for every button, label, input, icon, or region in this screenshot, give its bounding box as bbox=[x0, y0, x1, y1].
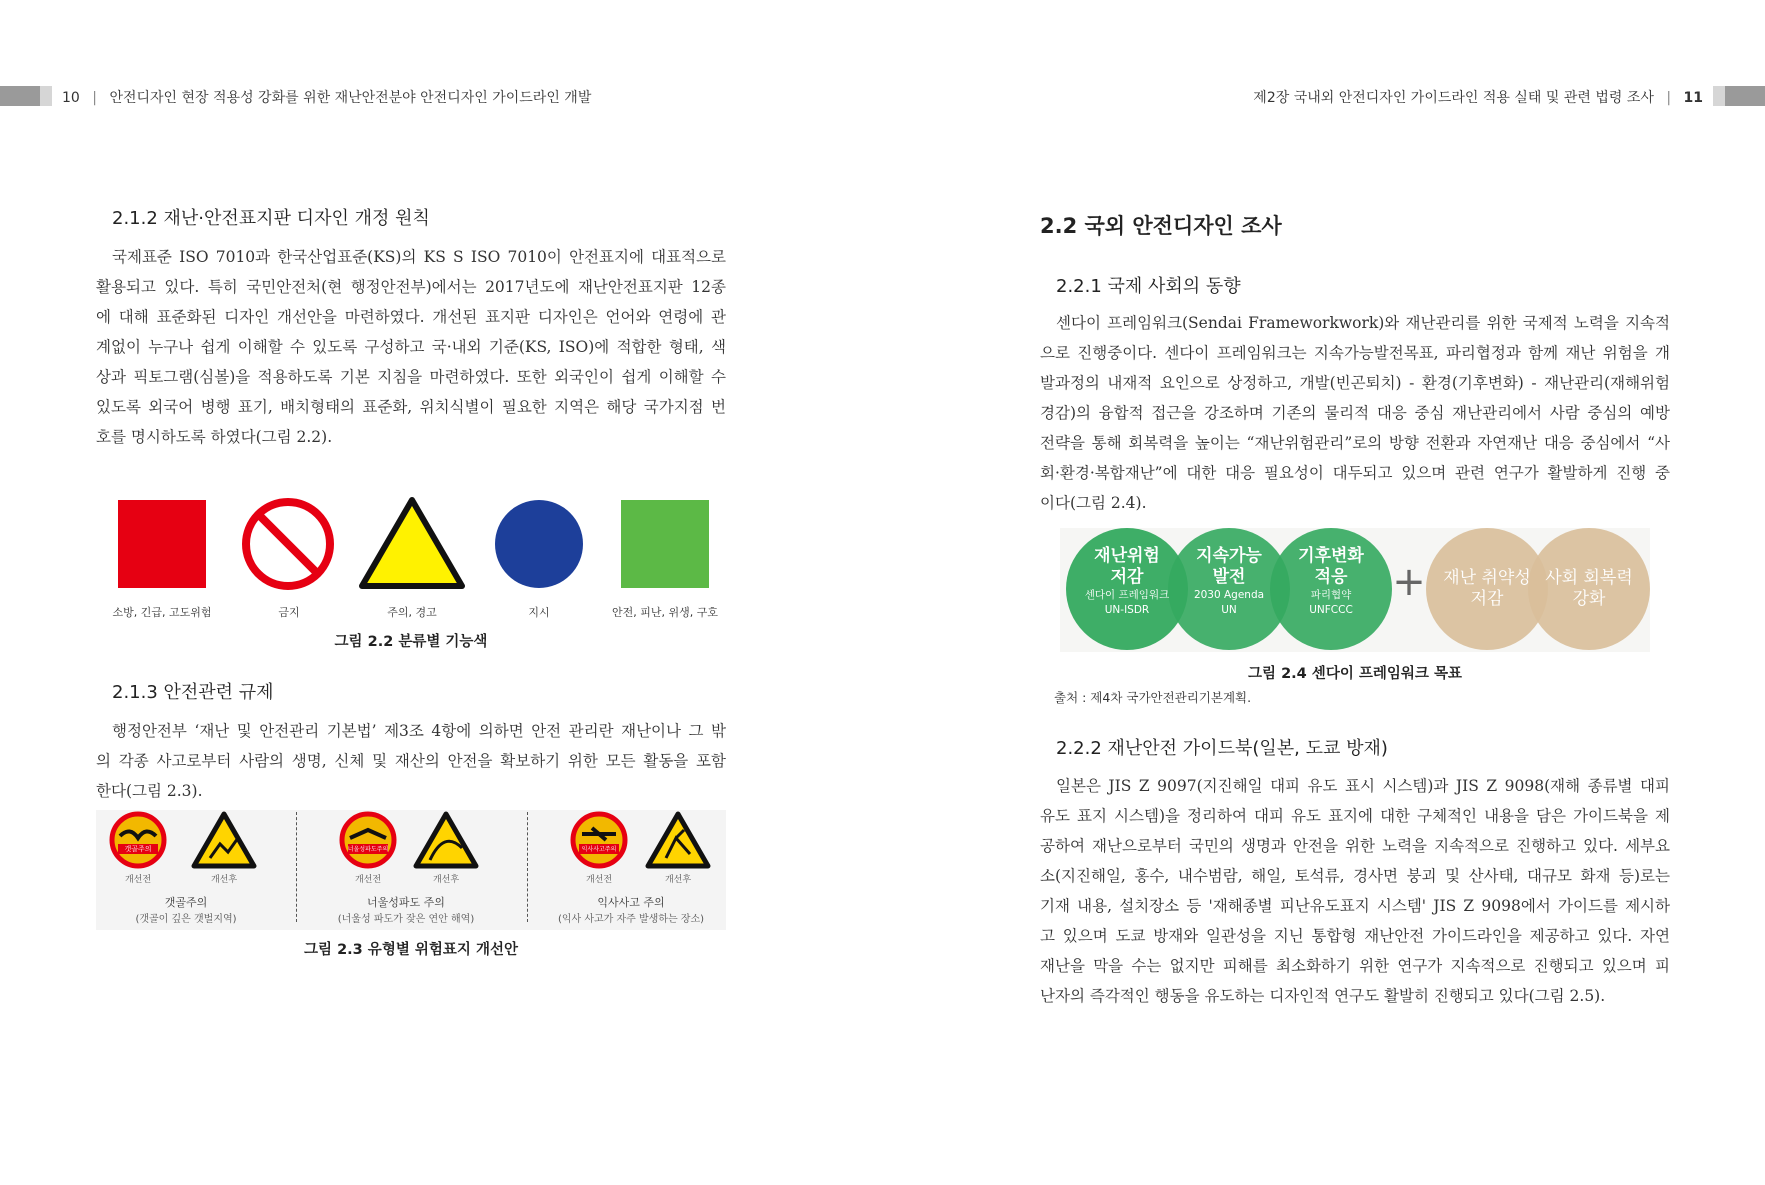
paragraph-line: 계없이 누구나 쉽게 이해할 수 있도록 구성하고 국·내외 기준(KS, ISO)에 적합한 형태, 색 bbox=[96, 338, 726, 356]
figure-2-3 bbox=[96, 808, 726, 958]
goal-title: 저감 bbox=[1470, 589, 1504, 609]
plus-icon: + bbox=[1392, 559, 1426, 605]
figure-2-4 bbox=[1060, 524, 1660, 704]
goal-title: 저감 bbox=[1110, 567, 1144, 587]
group-subtitle-1: (갯골이 깊은 갯벌지역) bbox=[135, 914, 237, 925]
badge-text-3: 익사사고주의 bbox=[581, 846, 617, 853]
green-circle-2-text bbox=[1178, 546, 1280, 618]
label-caution-warning: 주의, 경고 bbox=[387, 606, 437, 619]
header-right-title: 제2장 국내외 안전디자인 가이드라인 적용 실태 및 관련 법령 조사 bbox=[1253, 90, 1654, 106]
paragraph-line: 행정안전부 ‘재난 및 안전관리 기본법’ 제3조 4항에 의하면 안전 관리란 재난이나 그 밖 bbox=[112, 722, 726, 740]
figure-2-2-caption: 그림 2.2 분류별 기능색 bbox=[334, 634, 488, 650]
badge-before-1 bbox=[112, 814, 164, 866]
green-circle-3-text bbox=[1280, 546, 1382, 618]
paragraph-line: 고 있으며 도쿄 방재와 일관성을 지닌 통합형 재난안전 가이드라인을 제공하고 있다. 자연 bbox=[1040, 927, 1670, 945]
section-heading-2-2-2: 2.2.2 재난안전 가이드북(일본, 도쿄 방재) bbox=[1056, 738, 1388, 759]
header-right bbox=[1253, 87, 1703, 107]
red-square-symbol bbox=[118, 500, 206, 588]
green-circle-1-text bbox=[1076, 546, 1178, 618]
paragraph-line: 유도 표지 시스템)을 정리하여 대피 유도 표지에 대한 구체적인 내용을 담은 가이드북을 제 bbox=[1040, 807, 1670, 825]
paragraph-international-trends bbox=[1040, 308, 1670, 518]
goal-org: UNFCCC bbox=[1309, 604, 1353, 616]
badge-before-2 bbox=[342, 814, 394, 866]
group-title-3: 익사사고 주의 bbox=[597, 896, 665, 909]
warning-sign-after-3 bbox=[648, 814, 708, 866]
label-prohibition: 금지 bbox=[278, 606, 300, 619]
figure-2-3-caption: 그림 2.3 유형별 위험표지 개선안 bbox=[304, 942, 518, 958]
header-separator: | bbox=[1666, 90, 1672, 106]
after-label-1: 개선후 bbox=[210, 875, 238, 885]
beige-circle-2-text bbox=[1538, 568, 1640, 610]
paragraph-line: 활용되고 있다. 특히 국민안전처(현 행정안전부)에서는 2017년도에 재난안전표지판 12종 bbox=[96, 278, 726, 296]
goal-source: 파리협약 bbox=[1310, 589, 1352, 601]
divider-dashed-2 bbox=[527, 812, 528, 922]
before-label-1: 개선전 bbox=[124, 875, 152, 885]
paragraph-line: 회·환경·복합재난”에 대한 대응 필요성이 대두되고 있으며 관련 연구가 활발하게 진행 중 bbox=[1040, 464, 1670, 482]
beige-circle-1-text bbox=[1436, 568, 1538, 610]
paragraph-sign-design-principles bbox=[96, 242, 726, 452]
paragraph-line: 있도록 외국어 병행 표기, 배치형태의 표준화, 위치식별이 필요한 지역은 해당 국가지점 번 bbox=[96, 398, 726, 416]
hazard-signs bbox=[96, 808, 726, 888]
group-subtitle-3: (익사 사고가 자주 발생하는 장소) bbox=[557, 914, 705, 925]
goal-org: UN bbox=[1221, 604, 1237, 616]
paragraph-line: 재난을 막을 수는 없지만 피해를 최소화하기 위한 연구가 지속적으로 진행되고 있으며 피 bbox=[1040, 957, 1670, 975]
paragraph-line: 발과정의 내재적 요인으로 상정하고, 개발(빈곤퇴치) - 환경(기후변화) - 재난관리(재해위험 bbox=[1040, 374, 1670, 392]
section-heading-2-2: 2.2 국외 안전디자인 조사 bbox=[1040, 214, 1282, 238]
paragraph-line: 한다(그림 2.3). bbox=[96, 782, 203, 800]
header-bar-right-light bbox=[1713, 86, 1725, 106]
warning-sign-after-2 bbox=[416, 814, 476, 866]
paragraph-line: 의 각종 사고로부터 사람의 생명, 신체 및 재산의 안전을 확보하기 위한 모든 활동을 포함 bbox=[96, 752, 726, 770]
header-bar-right bbox=[1725, 86, 1765, 106]
after-label-3: 개선후 bbox=[664, 875, 692, 885]
section-heading-2-1-2: 2.1.2 재난·안전표지판 디자인 개정 원칙 bbox=[112, 208, 430, 229]
paragraph-line: 공하여 재난으로부터 국민의 생명과 안전을 위한 노력을 지속적으로 진행하고 있다. 세부요 bbox=[1040, 837, 1670, 855]
header-separator: | bbox=[92, 90, 97, 106]
paragraph-line: 기재 내용, 설치장소 등 '재해종별 피난유도표지 시스템' JIS Z 9098에서 가이드를 제시하 bbox=[1040, 897, 1670, 915]
paragraph-line: 전략을 통해 회복력을 높이는 “재난위험관리”로의 방향 전환과 자연재난 대응 중심에서 “사 bbox=[1040, 434, 1670, 452]
goal-title: 강화 bbox=[1572, 589, 1606, 609]
figure-2-4-caption: 그림 2.4 센다이 프레임워크 목표 bbox=[1248, 666, 1462, 682]
warning-sign-after-1 bbox=[194, 814, 254, 866]
paragraph-line: 상과 픽토그램(심볼)을 적용하도록 기본 지침을 마련하였다. 또한 외국인이 쉽게 이해할 수 bbox=[96, 368, 726, 386]
paragraph-line: 센다이 프레임워크(Sendai Frameworkwork)와 재난관리를 위한 국제적 노력을 지속적 bbox=[1056, 314, 1670, 332]
group-title-1: 갯골주의 bbox=[164, 896, 208, 909]
group-subtitle-2: (너울성 파도가 잦은 연안 해역) bbox=[337, 914, 475, 925]
goal-title: 지속가능 bbox=[1196, 546, 1262, 566]
green-square-symbol bbox=[621, 500, 709, 588]
paragraph-line: 이다(그림 2.4). bbox=[1040, 494, 1147, 512]
paragraph-japan-guidebook bbox=[1040, 771, 1670, 1011]
figure-2-2 bbox=[96, 490, 726, 650]
header-bar-left bbox=[0, 86, 40, 106]
before-label-2: 개선전 bbox=[354, 875, 382, 885]
label-fire-emergency: 소방, 긴급, 고도위험 bbox=[112, 606, 212, 619]
paragraph-line: 난자의 즉각적인 행동을 유도하는 디자인적 연구도 활발히 진행되고 있다(그림 2.5). bbox=[1040, 987, 1606, 1005]
color-symbols bbox=[96, 490, 726, 600]
paragraph-line: 국제표준 ISO 7010과 한국산업표준(KS)의 KS S ISO 7010이 안전표지에 대표적으로 bbox=[112, 248, 726, 266]
badge-text-1: 갯골주의 bbox=[124, 845, 152, 853]
header-left-title: 안전디자인 현장 적용성 강화를 위한 재난안전분야 안전디자인 가이드라인 개발 bbox=[109, 90, 592, 106]
badge-before-3 bbox=[573, 814, 625, 866]
paragraph-line: 에 대해 표준화된 디자인 개선안을 마련하였다. 개선된 표지판 디자인은 언어와 연령에 관 bbox=[96, 308, 726, 326]
goal-title: 발전 bbox=[1212, 567, 1246, 587]
paragraph-line: 경감)의 융합적 접근을 강조하며 기존의 물리적 대응 중심 재난관리에서 사람 중심의 예방 bbox=[1040, 404, 1670, 422]
section-heading-2-2-1: 2.2.1 국제 사회의 동향 bbox=[1056, 276, 1241, 297]
goal-title: 적응 bbox=[1314, 567, 1348, 587]
paragraph-safety-regulation bbox=[96, 716, 726, 806]
page-number-right: 11 bbox=[1683, 90, 1703, 106]
paragraph-line: 소(지진해일, 홍수, 내수범람, 해일, 토석류, 경사면 붕괴 및 산사태, 대규모 화재 등)로는 bbox=[1040, 867, 1670, 885]
group-title-2: 너울성파도 주의 bbox=[367, 896, 445, 909]
goal-source: 센다이 프레임워크 bbox=[1084, 589, 1170, 601]
label-instruction: 지시 bbox=[528, 606, 550, 619]
goal-source: 2030 Agenda bbox=[1193, 589, 1265, 601]
header-bar-left-light bbox=[40, 86, 52, 106]
goal-title: 사회 회복력 bbox=[1545, 568, 1633, 588]
paragraph-line: 호를 명시하도록 하였다(그림 2.2). bbox=[96, 428, 333, 446]
badge-text-2: 너울성파도주의 bbox=[347, 846, 389, 853]
blue-circle-symbol bbox=[495, 500, 583, 588]
before-label-3: 개선전 bbox=[585, 875, 613, 885]
goal-title: 재난위험 bbox=[1094, 546, 1160, 566]
goal-org: UN-ISDR bbox=[1104, 604, 1150, 616]
section-heading-2-1-3: 2.1.3 안전관련 규제 bbox=[112, 682, 274, 703]
label-safety-evacuation: 안전, 피난, 위생, 구호 bbox=[612, 606, 718, 619]
goal-title: 재난 취약성 bbox=[1443, 568, 1531, 588]
prohibition-icon bbox=[246, 502, 330, 586]
paragraph-line: 일본은 JIS Z 9097(지진해일 대피 유도 표시 시스템)과 JIS Z 9098(재해 종류별 대피 bbox=[1056, 777, 1670, 795]
warning-triangle-symbol bbox=[362, 500, 462, 586]
page-number-left: 10 bbox=[62, 90, 80, 106]
divider-dashed-1 bbox=[296, 812, 297, 922]
header-left bbox=[62, 87, 591, 107]
after-label-2: 개선후 bbox=[432, 875, 460, 885]
paragraph-line: 으로 진행중이다. 센다이 프레임워크는 지속가능발전목표, 파리협정과 함께 재난 위험을 개 bbox=[1040, 344, 1670, 362]
figure-2-4-source: 출처 : 제4차 국가안전관리기본계획. bbox=[1054, 690, 1252, 705]
goal-title: 기후변화 bbox=[1298, 546, 1364, 566]
